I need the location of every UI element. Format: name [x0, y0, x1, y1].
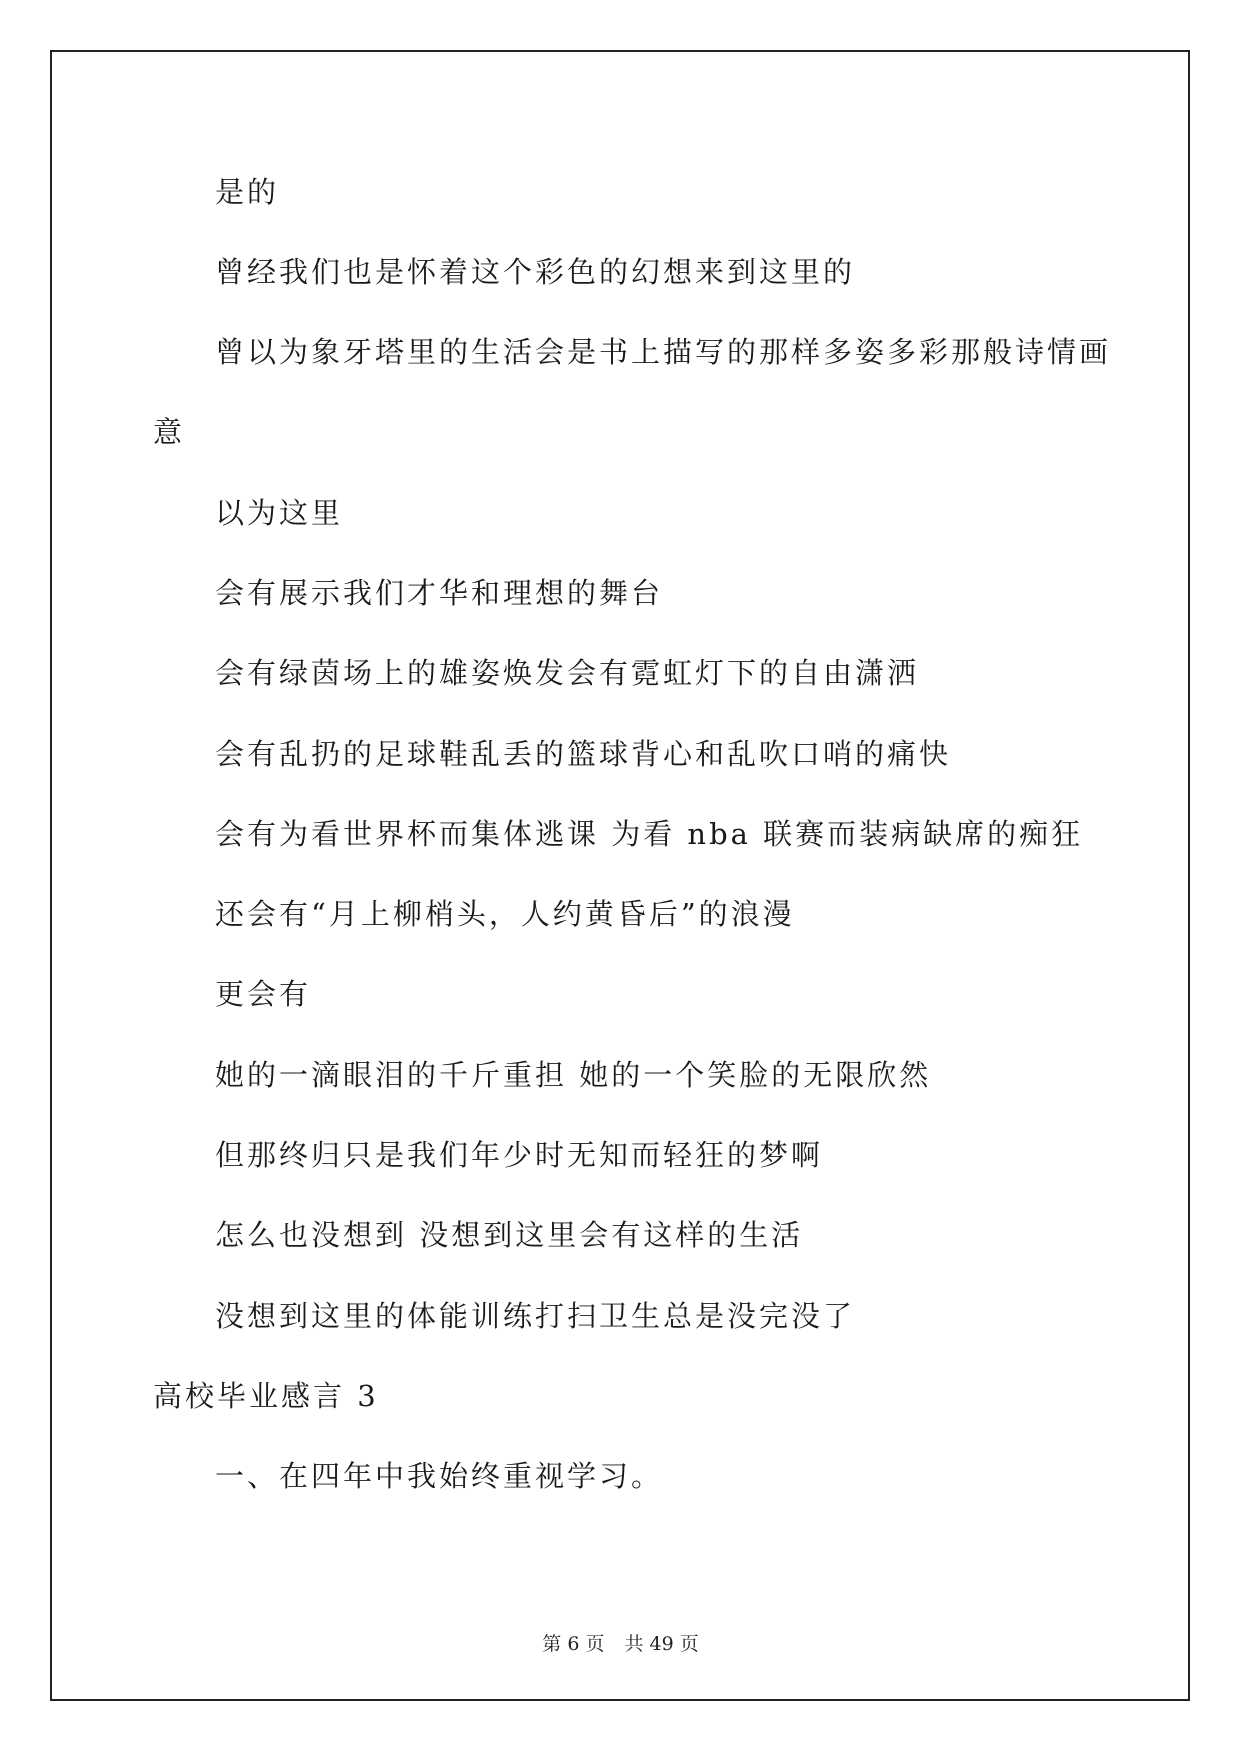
text-line: 是的 [215, 175, 280, 209]
text-line: 一、在四年中我始终重视学习。 [215, 1459, 664, 1493]
text-line: 会有绿茵场上的雄姿焕发会有霓虹灯下的自由潇洒 [215, 656, 920, 690]
page-border [50, 50, 1190, 1701]
text-line: 曾经我们也是怀着这个彩色的幻想来到这里的 [215, 255, 856, 289]
text-line: 会有为看世界杯而集体逃课 为看 nba 联赛而装病缺席的痴狂 [215, 817, 1084, 851]
page-number: 第 6 页 [542, 1633, 605, 1655]
text-line: 以为这里 [215, 496, 344, 530]
text-line: 会有乱扔的足球鞋乱丢的篮球背心和乱吹口哨的痛快 [215, 737, 952, 771]
page-footer [0, 1632, 1241, 1656]
text-line: 她的一滴眼泪的千斤重担 她的一个笑脸的无限欣然 [215, 1058, 932, 1092]
text-line: 还会有“月上柳梢头，人约黄昏后”的浪漫 [215, 897, 795, 931]
section-heading: 高校毕业感言 3 [153, 1379, 379, 1413]
text-line: 意 [153, 415, 186, 449]
text-line: 曾以为象牙塔里的生活会是书上描写的那样多姿多彩那般诗情画 [215, 335, 1112, 369]
text-line: 会有展示我们才华和理想的舞台 [215, 576, 664, 610]
page-total: 共 49 页 [624, 1633, 699, 1655]
text-line: 怎么也没想到 没想到这里会有这样的生活 [215, 1218, 804, 1252]
text-line: 没想到这里的体能训练打扫卫生总是没完没了 [215, 1299, 856, 1333]
text-line: 但那终归只是我们年少时无知而轻狂的梦啊 [215, 1138, 824, 1172]
text-line: 更会有 [215, 977, 312, 1011]
